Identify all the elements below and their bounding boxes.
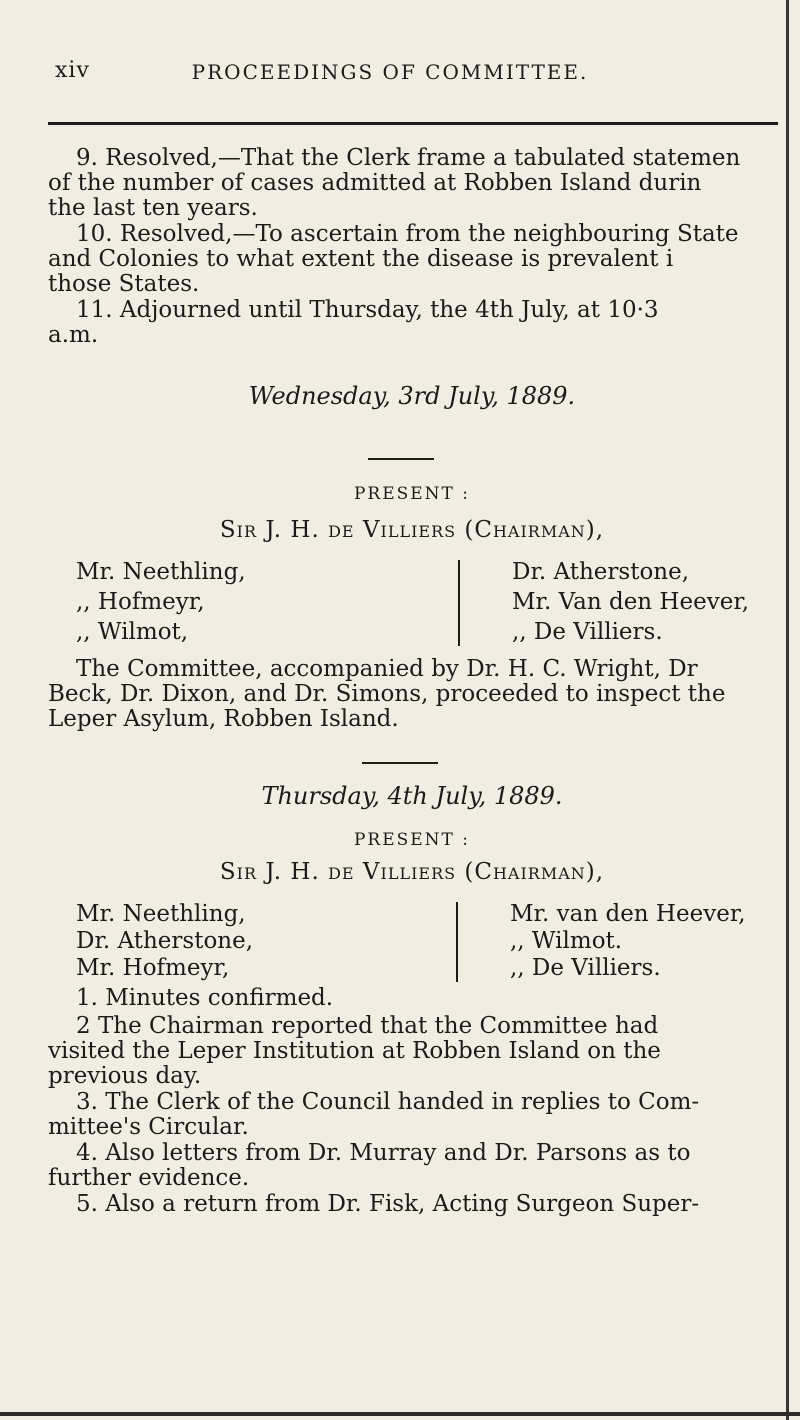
- resolution-11-line-1: 11. Adjourned until Thursday, the 4th July, at 10·3: [76, 297, 659, 323]
- item-4-line-1: 4. Also letters from Dr. Murray and Dr. Parsons as to: [76, 1140, 691, 1166]
- meeting-1-present-label: PRESENT :: [353, 484, 471, 504]
- meeting-2-chairman: Sir J. H. de Villiers (Chairman),: [219, 859, 605, 885]
- header-rule: [48, 122, 778, 125]
- meeting-1-member-right-3: ,, De Villiers.: [512, 619, 663, 645]
- item-2-line-1: 2 The Chairman reported that the Committee had: [76, 1013, 659, 1039]
- meeting-2-member-left-1: Mr. Neethling,: [76, 901, 246, 927]
- meeting-2-member-left-3: Mr. Hofmeyr,: [76, 955, 230, 981]
- resolution-10-line-1: 10. Resolved,—To ascertain from the neighbouring State: [76, 221, 739, 247]
- resolution-9-line-3: the last ten years.: [48, 195, 258, 221]
- meeting-1-member-left-1: Mr. Neethling,: [76, 559, 246, 585]
- item-2-line-3: previous day.: [48, 1063, 202, 1089]
- meeting-1-chairman: Sir J. H. de Villiers (Chairman),: [219, 517, 605, 543]
- resolution-9-line-1: 9. Resolved,—That the Clerk frame a tabulated statemen: [76, 145, 741, 171]
- page-number: xiv: [55, 58, 90, 83]
- resolution-10-line-2: and Colonies to what extent the disease is prevalent i: [48, 246, 674, 272]
- meeting-2-member-right-2: ,, Wilmot.: [510, 928, 623, 954]
- resolution-10-line-3: those States.: [48, 271, 200, 297]
- resolution-9-line-2: of the number of cases admitted at Robben Island durin: [48, 170, 702, 196]
- meeting-2-column-divider: [456, 902, 458, 982]
- meeting-2-member-right-1: Mr. van den Heever,: [510, 901, 746, 927]
- item-4-line-2: further evidence.: [48, 1165, 250, 1191]
- meeting-1-proceedings-line-2: Beck, Dr. Dixon, and Dr. Simons, proceeded to inspect the: [48, 681, 726, 707]
- meeting-separator-rule: [362, 762, 438, 764]
- meeting-2-member-right-3: ,, De Villiers.: [510, 955, 661, 981]
- resolution-11-line-2: a.m.: [48, 322, 99, 348]
- meeting-1-rule: [368, 458, 434, 460]
- meeting-2-present-label: PRESENT :: [353, 830, 471, 850]
- item-3-line-1: 3. The Clerk of the Council handed in replies to Com-: [76, 1089, 700, 1115]
- item-2-line-2: visited the Leper Institution at Robben Island on the: [48, 1038, 661, 1064]
- meeting-1-column-divider: [458, 560, 460, 646]
- meeting-2-date: Thursday, 4th July, 1889.: [261, 782, 563, 810]
- meeting-1-proceedings-line-1: The Committee, accompanied by Dr. H. C. Wright, Dr: [76, 656, 698, 682]
- item-1-line-1: 1. Minutes confirmed.: [76, 985, 334, 1011]
- item-3-line-2: mittee's Circular.: [48, 1114, 249, 1140]
- meeting-1-member-left-3: ,, Wilmot,: [76, 619, 189, 645]
- meeting-1-proceedings-line-3: Leper Asylum, Robben Island.: [48, 706, 399, 732]
- meeting-1-member-right-2: Mr. Van den Heever,: [512, 589, 750, 615]
- item-5-line-1: 5. Also a return from Dr. Fisk, Acting Surgeon Super-: [76, 1191, 700, 1217]
- page-header: [0, 50, 780, 90]
- running-title: PROCEEDINGS OF COMMITTEE.: [191, 60, 589, 84]
- meeting-1-member-left-2: ,, Hofmeyr,: [76, 589, 205, 615]
- meeting-2-member-left-2: Dr. Atherstone,: [76, 928, 254, 954]
- meeting-1-date: Wednesday, 3rd July, 1889.: [248, 382, 576, 410]
- page-bottom-edge: [0, 1412, 800, 1416]
- meeting-1-member-right-1: Dr. Atherstone,: [512, 559, 690, 585]
